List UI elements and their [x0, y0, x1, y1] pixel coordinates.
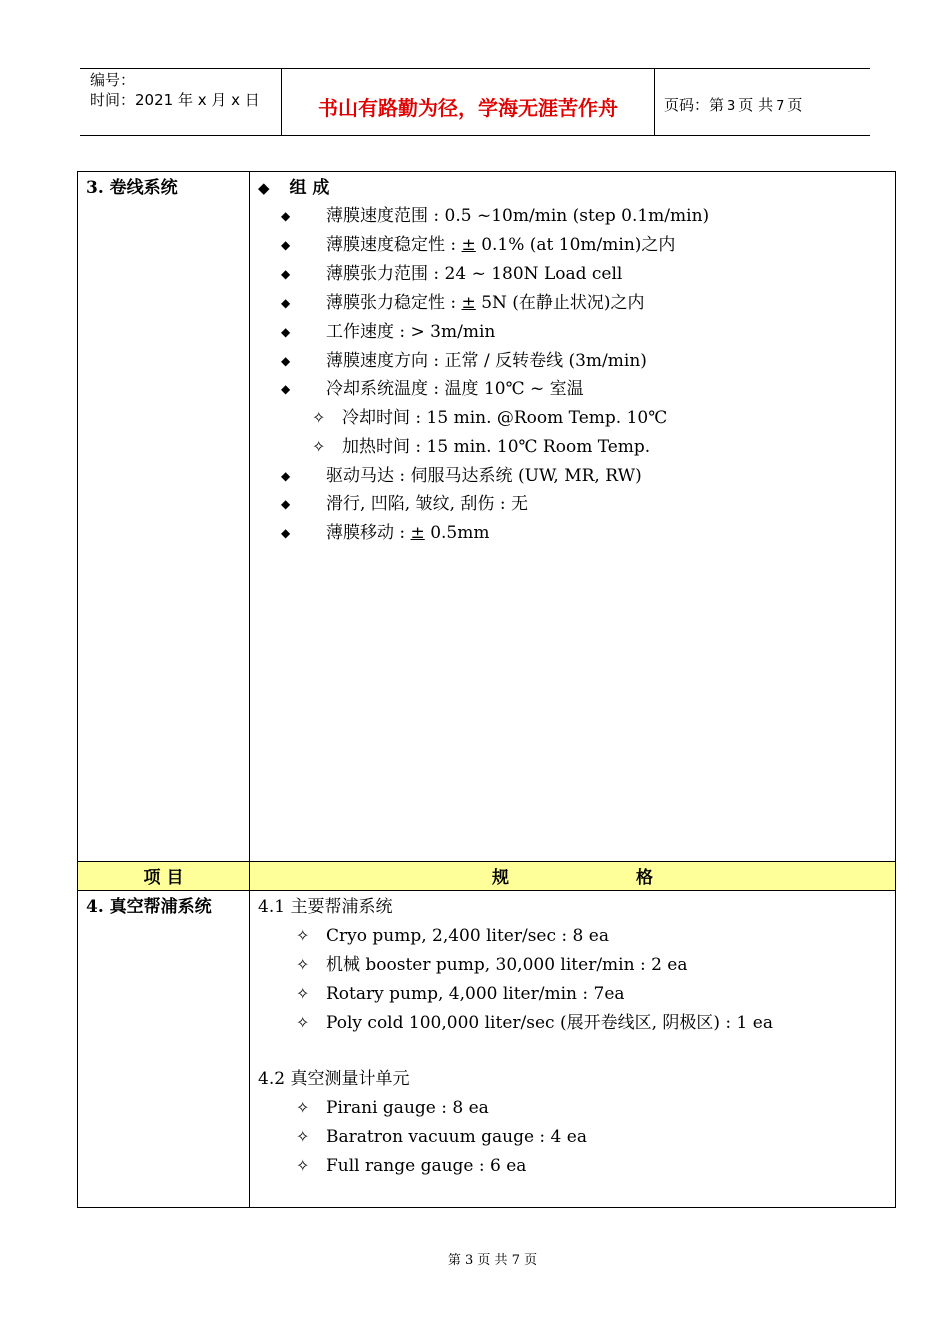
table-left-border [77, 171, 78, 1208]
diamond-small-icon: ◆ [281, 354, 291, 368]
diamond-small-icon: ◆ [281, 238, 291, 252]
table-rule-2 [77, 890, 896, 891]
header-date: 时间：2021 年 x 月 x 日 [90, 91, 260, 109]
diamond-small-icon: ◆ [281, 382, 291, 396]
hollow-star-icon: ✧ [312, 437, 326, 456]
hollow-star-icon: ✧ [296, 926, 310, 945]
header-bottom-rule [80, 135, 870, 136]
diamond-small-icon: ◆ [281, 469, 291, 483]
item-value: 0.5mm [424, 523, 490, 543]
list-item: 机械 booster pump, 30,000 liter/min : 2 ea [326, 955, 688, 975]
header-meta [90, 70, 260, 110]
item-value: 5N (在静止状况)之内 [475, 293, 645, 313]
header-motto: 书山有路勤为径，学海无涯苦作舟 [318, 96, 618, 120]
list-item: 工作速度 : > 3m/min [326, 322, 496, 342]
list-item [326, 522, 489, 544]
footer-page-number [0, 1249, 950, 1268]
diamond-small-icon: ◆ [281, 497, 291, 511]
table-rule-1 [77, 861, 896, 862]
list-item: Baratron vacuum gauge : 4 ea [326, 1127, 587, 1147]
list-item [326, 234, 675, 256]
list-item: 薄膜张力范围 : 24 ~ 180N Load cell [326, 264, 623, 284]
section4-sub1-title: 4.1 主要帮浦系统 [258, 897, 393, 917]
diamond-icon: ◆ [258, 179, 270, 197]
hollow-star-icon: ✧ [296, 1156, 310, 1175]
list-item: 薄膜速度范围 : 0.5 ~10m/min (step 0.1m/min) [326, 206, 710, 226]
table-bottom-border [77, 1207, 896, 1208]
list-item: Full range gauge : 6 ea [326, 1156, 527, 1176]
plusminus: ± [410, 523, 425, 543]
sub-list-item: 加热时间 : 15 min. 10℃ Room Temp. [342, 437, 651, 457]
hollow-star-icon: ✧ [296, 984, 310, 1003]
diamond-small-icon: ◆ [281, 296, 291, 310]
header-page-number [664, 94, 802, 115]
hollow-star-icon: ✧ [296, 1127, 310, 1146]
page-mid: 页 共 [738, 96, 774, 114]
column-header-item: 项 目 [143, 868, 184, 888]
item-label: 薄膜速度稳定性 : [326, 235, 462, 255]
section4-sub2-title: 4.2 真空测量计单元 [258, 1069, 410, 1089]
sub-list-item: 冷却时间 : 15 min. @Room Temp. 10℃ [342, 408, 668, 428]
page-total: 7 [776, 99, 785, 114]
column-header-spec-b: 格 [636, 868, 653, 888]
section3-title: 3. 卷线系统 [86, 178, 178, 198]
table-column-divider [249, 171, 250, 1208]
list-item: 驱动马达 : 伺服马达系统 (UW, MR, RW) [326, 466, 642, 486]
table-top-border [77, 171, 896, 172]
list-item: Cryo pump, 2,400 liter/sec : 8 ea [326, 926, 609, 946]
section3-heading-row [258, 177, 329, 199]
diamond-small-icon: ◆ [281, 325, 291, 339]
section3-heading: 组 成 [289, 178, 330, 198]
hollow-star-icon: ✧ [296, 955, 310, 974]
diamond-small-icon: ◆ [281, 267, 291, 281]
item-label: 薄膜张力稳定性 : [326, 293, 462, 313]
footer-text: 第 3 页 共 7 页 [447, 1253, 538, 1268]
list-item: 冷却系统温度 : 温度 10℃ ~ 室温 [326, 379, 584, 399]
plusminus: ± [461, 293, 476, 313]
hollow-star-icon: ✧ [296, 1013, 310, 1032]
list-item: Pirani gauge : 8 ea [326, 1098, 489, 1118]
list-item: Rotary pump, 4,000 liter/min : 7ea [326, 984, 625, 1004]
page-prefix: 页码：第 [664, 96, 725, 114]
diamond-small-icon: ◆ [281, 526, 291, 540]
list-item: Poly cold 100,000 liter/sec (展开卷线区, 阴极区) : 1 ea [326, 1013, 773, 1033]
page-suffix: 页 [787, 96, 803, 114]
diamond-small-icon: ◆ [281, 209, 291, 223]
plusminus: ± [461, 235, 476, 255]
column-header-spec-a: 规 [492, 868, 509, 888]
hollow-star-icon: ✧ [312, 408, 326, 427]
list-item: 滑行, 凹陷, 皱纹, 刮伤 : 无 [326, 494, 528, 514]
header-number: 编号： [90, 71, 136, 89]
item-label: 薄膜移动 : [326, 523, 411, 543]
section4-title: 4. 真空帮浦系统 [86, 897, 212, 917]
page-current: 3 [727, 99, 736, 114]
header-divider-2 [654, 68, 655, 136]
list-item: 薄膜速度方向 : 正常 / 反转卷线 (3m/min) [326, 351, 647, 371]
list-item [326, 292, 645, 314]
item-value: 0.1% (at 10m/min)之内 [475, 235, 676, 255]
header-top-rule [80, 68, 870, 69]
table-right-border [895, 171, 896, 1208]
hollow-star-icon: ✧ [296, 1098, 310, 1117]
